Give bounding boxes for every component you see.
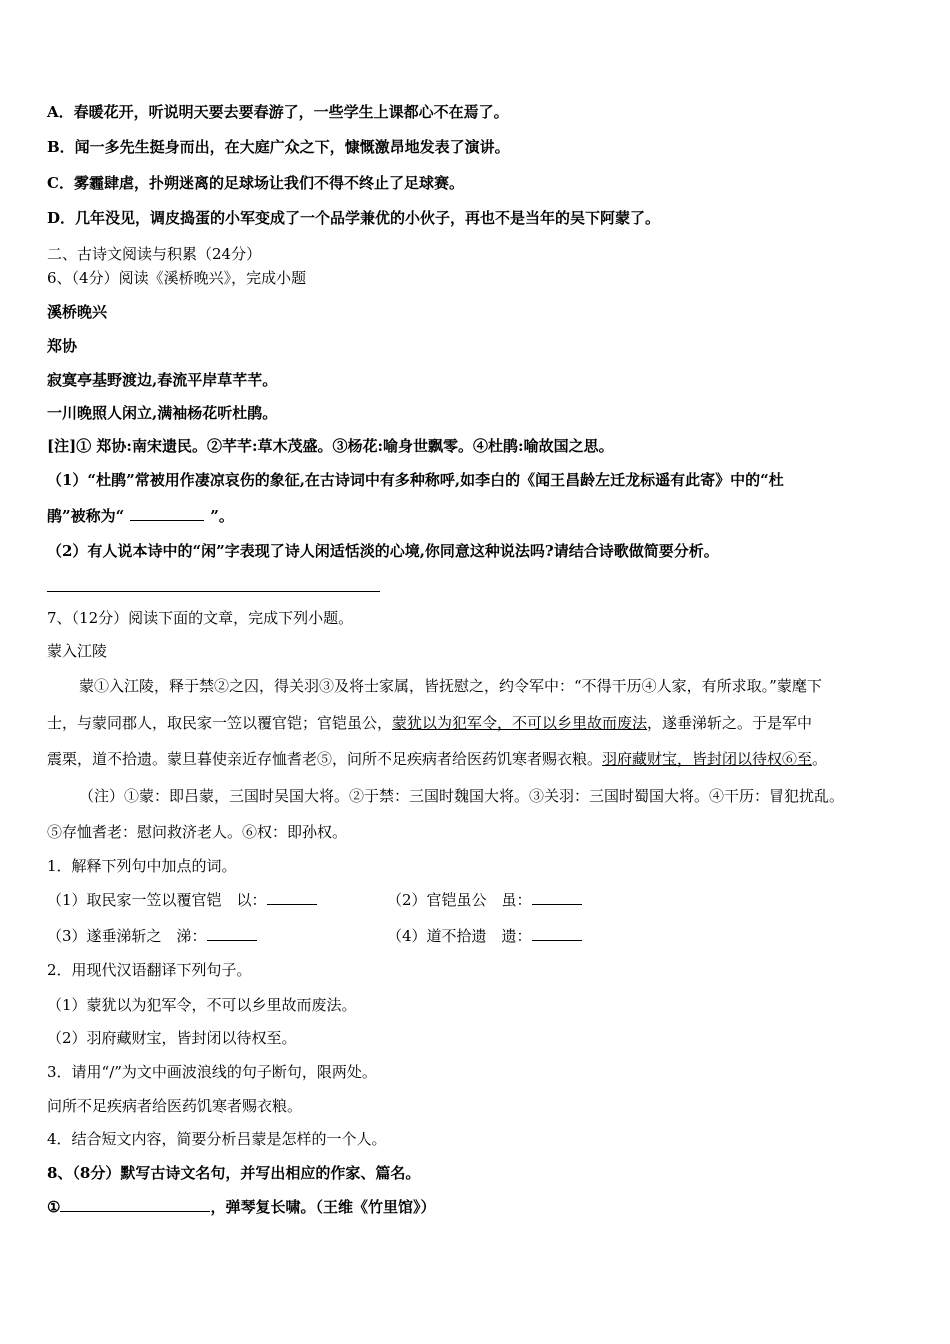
passage-note-2: ⑤存恤耆老：慰问救济老人。⑥权：即孙权。	[47, 823, 348, 841]
q7-sub1-item4: （4）道不拾遗 遗：	[387, 927, 532, 945]
q7-sub1: 1．解释下列句中加点的词。	[47, 857, 237, 875]
q7-sub3-text: 问所不足疾病者给医药饥寒者赐衣粮。	[47, 1097, 303, 1115]
passage-line-1: 蒙①入江陵，释于禁②之囚，得关羽③及将士家属，皆抚慰之，约令军中：“不得干历④人家，有所求取。”蒙麾下	[79, 677, 822, 695]
option-d: D．几年没见，调皮捣蛋的小军变成了一个品学兼优的小伙子，再也不是当年的吴下阿蒙了。	[47, 209, 661, 227]
section-heading: 二、古诗文阅读与积累（24分）	[47, 245, 262, 263]
q6-sub1-suffix: ”。	[210, 507, 234, 525]
q7-sub1-row2	[47, 926, 947, 946]
option-b: B．闻一多先生挺身而出，在大庭广众之下，慷慨激昂地发表了演讲。	[47, 138, 510, 156]
passage-text: 士，与蒙同郡人，取民家一笠以覆官铠；官铠虽公，	[47, 714, 393, 732]
q6-sub1-prefix: 鹃”被称为“	[47, 507, 125, 525]
underlined-sentence: 蒙犹以为犯军令，不可以乡里故而废法	[392, 714, 648, 732]
q8-item1-text: ，弹琴复长啸。（王维《竹里馆》）	[210, 1198, 436, 1216]
question-6-heading: 6、（4分）阅读《溪桥晚兴》，完成小题	[47, 269, 307, 287]
poem-title: 溪桥晚兴	[47, 303, 108, 321]
q7-sub2-item2: （2）羽府藏财宝，皆封闭以待权至。	[47, 1029, 297, 1047]
q7-sub1-item2: （2）官铠虽公 虽：	[387, 891, 532, 909]
passage-text: ，遂垂涕斩之。于是军中	[647, 714, 813, 732]
passage-text: 。	[812, 750, 828, 768]
q6-sub1-line2	[47, 506, 234, 526]
q7-sub3: 3．请用“/”为文中画波浪线的句子断句，限两处。	[47, 1063, 377, 1081]
option-c: C．雾霾肆虐，扑朔迷离的足球场让我们不得不终止了足球赛。	[47, 174, 464, 192]
question-8-heading: 8、（8分）默写古诗文名句，并写出相应的作家、篇名。	[47, 1164, 421, 1182]
passage-note-1: （注）①蒙：即吕蒙，三国时吴国大将。②于禁：三国时魏国大将。③关羽：三国时蜀国大将。④干历：冒犯扰乱。	[79, 787, 845, 805]
q6-sub2: （2）有人说本诗中的“闲”字表现了诗人闲适恬淡的心境,你同意这种说法吗?请结合诗歌做简要分析。	[47, 542, 719, 560]
passage-line-3	[47, 749, 827, 769]
q7-sub1-item2-wrap	[387, 890, 582, 910]
poem-note: [注]① 郑协:南宋遗民。②芊芊:草木茂盛。③杨花:喻身世飘零。④杜鹃:喻故国之思。	[47, 437, 614, 455]
underlined-sentence: 羽府藏财宝，皆封闭以待权⑥至	[602, 750, 813, 768]
q7-sub1-item3: （3）遂垂涕斩之 涕：	[47, 927, 207, 945]
q8-item1-marker: ①	[47, 1198, 61, 1216]
q8-item1	[47, 1197, 435, 1217]
answer-line[interactable]	[47, 591, 380, 592]
poem-line-1: 寂寞亭基野渡边,春流平岸草芊芊。	[47, 371, 278, 389]
q7-sub1-item1: （1）取民家一笠以覆官铠 以：	[47, 891, 267, 909]
q6-sub1-line1: （1）“杜鹃”常被用作凄凉哀伤的象征,在古诗词中有多种称呼,如李白的《闻王昌龄左迁龙标遥有此寄》中的“杜	[47, 471, 784, 489]
question-7-heading: 7、（12分）阅读下面的文章，完成下列小题。	[47, 609, 354, 627]
q7-sub1-row1	[47, 890, 947, 910]
answer-blank[interactable]	[207, 926, 257, 941]
answer-blank[interactable]	[267, 890, 317, 905]
answer-blank[interactable]	[532, 926, 582, 941]
q7-sub2: 2．用现代汉语翻译下列句子。	[47, 961, 252, 979]
option-a: A．春暖花开，听说明天要去要春游了，一些学生上课都心不在焉了。	[47, 103, 509, 121]
answer-blank[interactable]	[130, 506, 204, 521]
wavy-sentence: 震栗，道不拾遗。蒙旦暮使亲近存恤耆老⑤，问所不足疾病者给医药饥寒者赐衣粮。	[47, 750, 603, 768]
q7-sub1-item4-wrap	[387, 926, 582, 946]
answer-blank[interactable]	[60, 1197, 210, 1212]
answer-blank[interactable]	[532, 890, 582, 905]
q7-sub4: 4．结合短文内容，简要分析吕蒙是怎样的一个人。	[47, 1130, 387, 1148]
q7-sub2-item1: （1）蒙犹以为犯军令，不可以乡里故而废法。	[47, 996, 357, 1014]
poem-author: 郑协	[47, 337, 78, 355]
passage-line-2	[47, 713, 812, 733]
passage-title: 蒙入江陵	[47, 642, 108, 660]
poem-line-2: 一川晚照人闲立,满袖杨花听杜鹃。	[47, 404, 278, 422]
